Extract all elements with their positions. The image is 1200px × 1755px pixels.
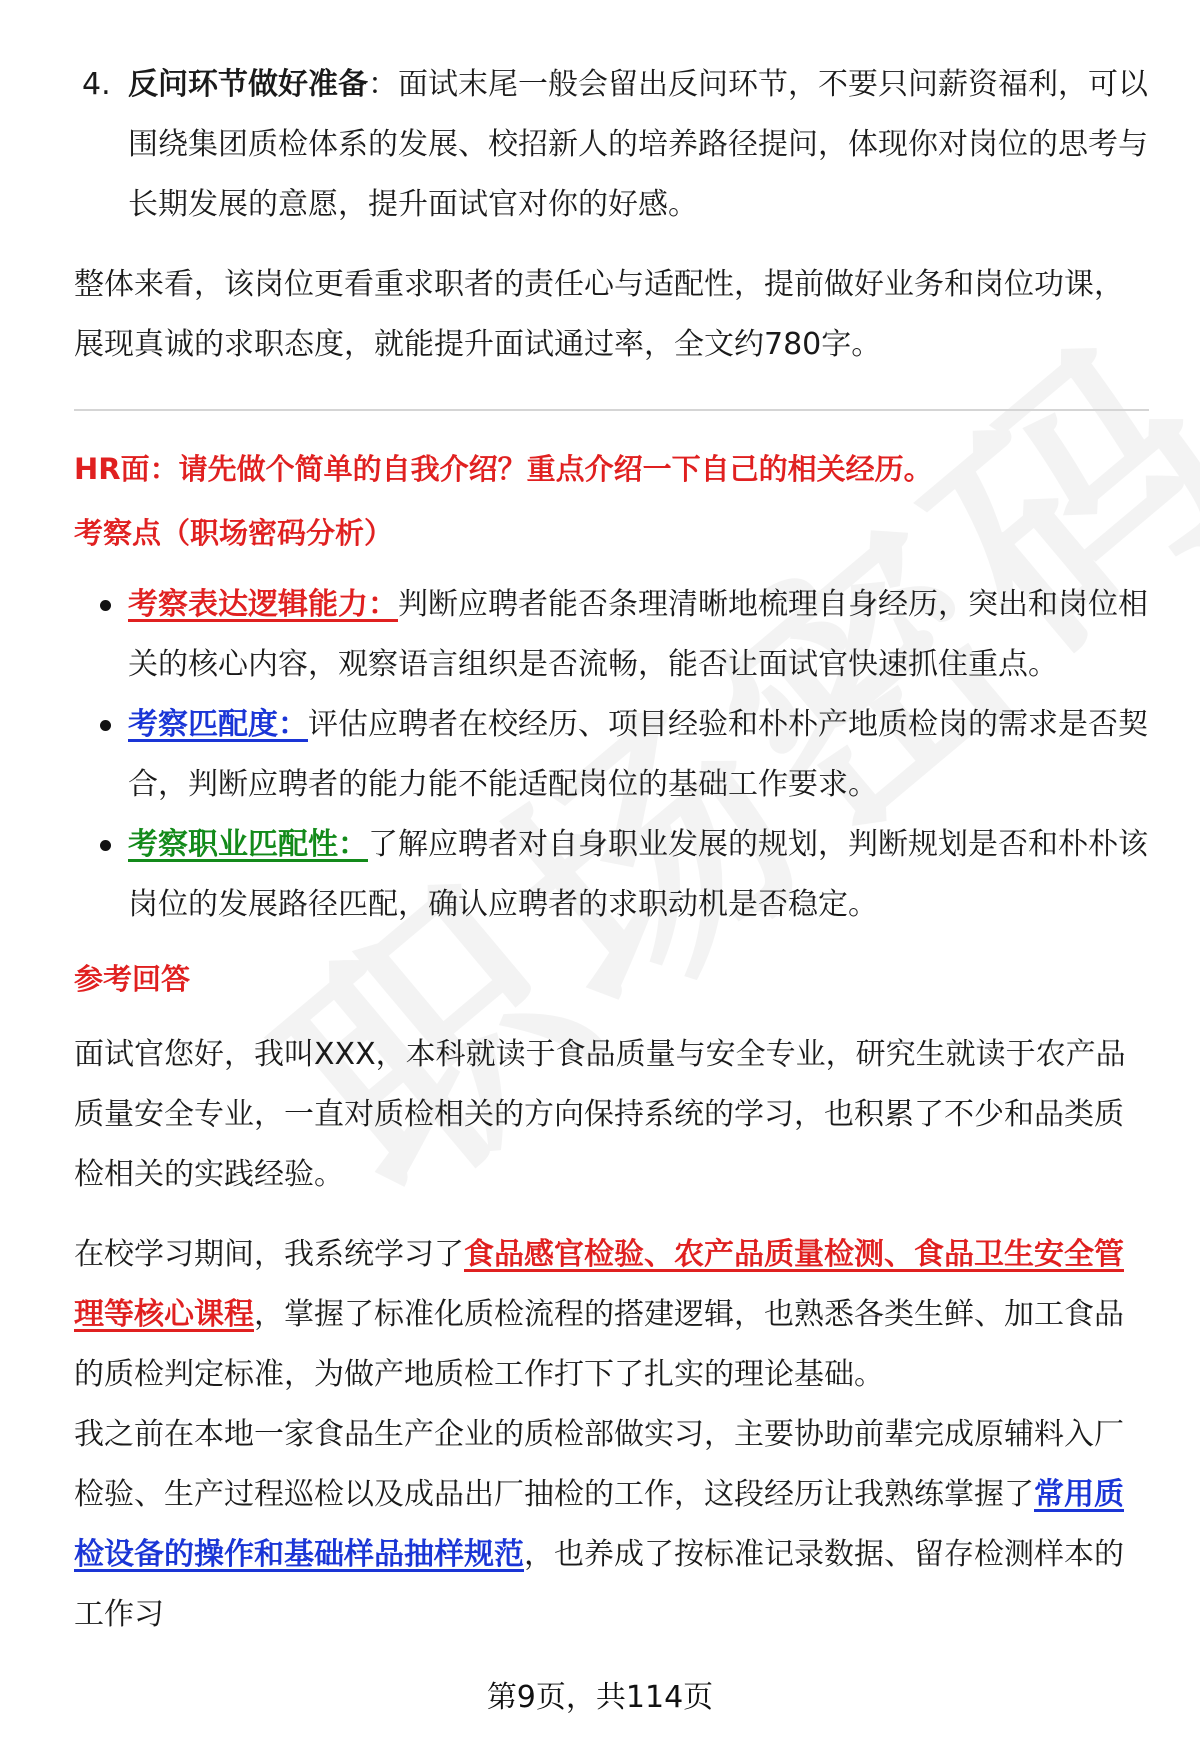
list-item-title: 反问环节做好准备 bbox=[128, 67, 368, 102]
answer-heading: 参考回答 bbox=[74, 962, 191, 996]
summary-paragraph: 整体来看，该岗位更看重求职者的责任心与适配性，提前做好业务和岗位功课，展现真诚的求职态度，就能提升面试通过率，全文约780字。 bbox=[74, 267, 1124, 362]
exam-point-label: 考察职业匹配性： bbox=[128, 827, 368, 862]
answer-text: 在校学习期间，我系统学习了 bbox=[74, 1237, 464, 1272]
exam-point-text: 评估应聘者在校经历、项目经验和朴朴产地质检岗的需求是否契合，判断应聘者的能力能不能适配岗位的基础工作要求。 bbox=[128, 707, 1148, 802]
list-item-number: 4. bbox=[82, 67, 111, 102]
bullet-dot-icon bbox=[100, 600, 111, 611]
section-divider bbox=[74, 409, 1149, 411]
answer-highlight-courses: 食品感官检验、农产品质量检测、食品卫生安全管理等核心课程 bbox=[74, 1237, 1124, 1332]
answer-paragraph-2 bbox=[74, 1225, 1149, 1405]
list-item-text: ：面试末尾一般会留出反问环节，不要只问薪资福利，可以围绕集团质检体系的发展、校招新人的培养路径提问，体现你对岗位的思考与长期发展的意愿，提升面试官对你的好感。 bbox=[128, 67, 1148, 222]
exam-point-label: 考察表达逻辑能力： bbox=[128, 587, 398, 622]
exam-points-heading: 考察点（职场密码分析） bbox=[74, 516, 394, 550]
exam-point-item bbox=[74, 815, 1149, 935]
exam-point-item bbox=[74, 575, 1149, 695]
question-heading: HR面：请先做个简单的自我介绍？重点介绍一下自己的相关经历。 bbox=[74, 452, 933, 486]
bullet-dot-icon bbox=[100, 720, 111, 731]
answer-text: ，也养成了按标准记录数据、留存检测样本的工作习 bbox=[74, 1537, 1124, 1632]
list-item-4 bbox=[74, 55, 1149, 235]
answer-highlight-skills: 常用质检设备的操作和基础样品抽样规范 bbox=[74, 1477, 1124, 1572]
exam-point-item bbox=[74, 695, 1149, 815]
exam-point-text: 了解应聘者对自身职业发展的规划，判断规划是否和朴朴该岗位的发展路径匹配，确认应聘者的求职动机是否稳定。 bbox=[128, 827, 1148, 922]
answer-text: 我之前在本地一家食品生产企业的质检部做实习，主要协助前辈完成原辅料入厂检验、生产过程巡检以及成品出厂抽检的工作，这段经历让我熟练掌握了 bbox=[74, 1417, 1124, 1512]
exam-point-text: 判断应聘者能否条理清晰地梳理自身经历，突出和岗位相关的核心内容，观察语言组织是否流畅，能否让面试官快速抓住重点。 bbox=[128, 587, 1148, 682]
answer-paragraph-1: 面试官您好，我叫XXX，本科就读于食品质量与安全专业，研究生就读于农产品质量安全专业，一直对质检相关的方向保持系统的学习，也积累了不少和品类质检相关的实践经验。 bbox=[74, 1037, 1126, 1192]
exam-points-list bbox=[74, 575, 1149, 935]
answer-paragraph-3 bbox=[74, 1405, 1149, 1645]
bullet-dot-icon bbox=[100, 840, 111, 851]
page-footer: 第9页，共114页 bbox=[486, 1680, 714, 1715]
page-content bbox=[74, 55, 1149, 1645]
answer-text: ，掌握了标准化质检流程的搭建逻辑，也熟悉各类生鲜、加工食品的质检判定标准，为做产地质检工作打下了扎实的理论基础。 bbox=[74, 1297, 1124, 1392]
exam-point-label: 考察匹配度： bbox=[128, 707, 308, 742]
